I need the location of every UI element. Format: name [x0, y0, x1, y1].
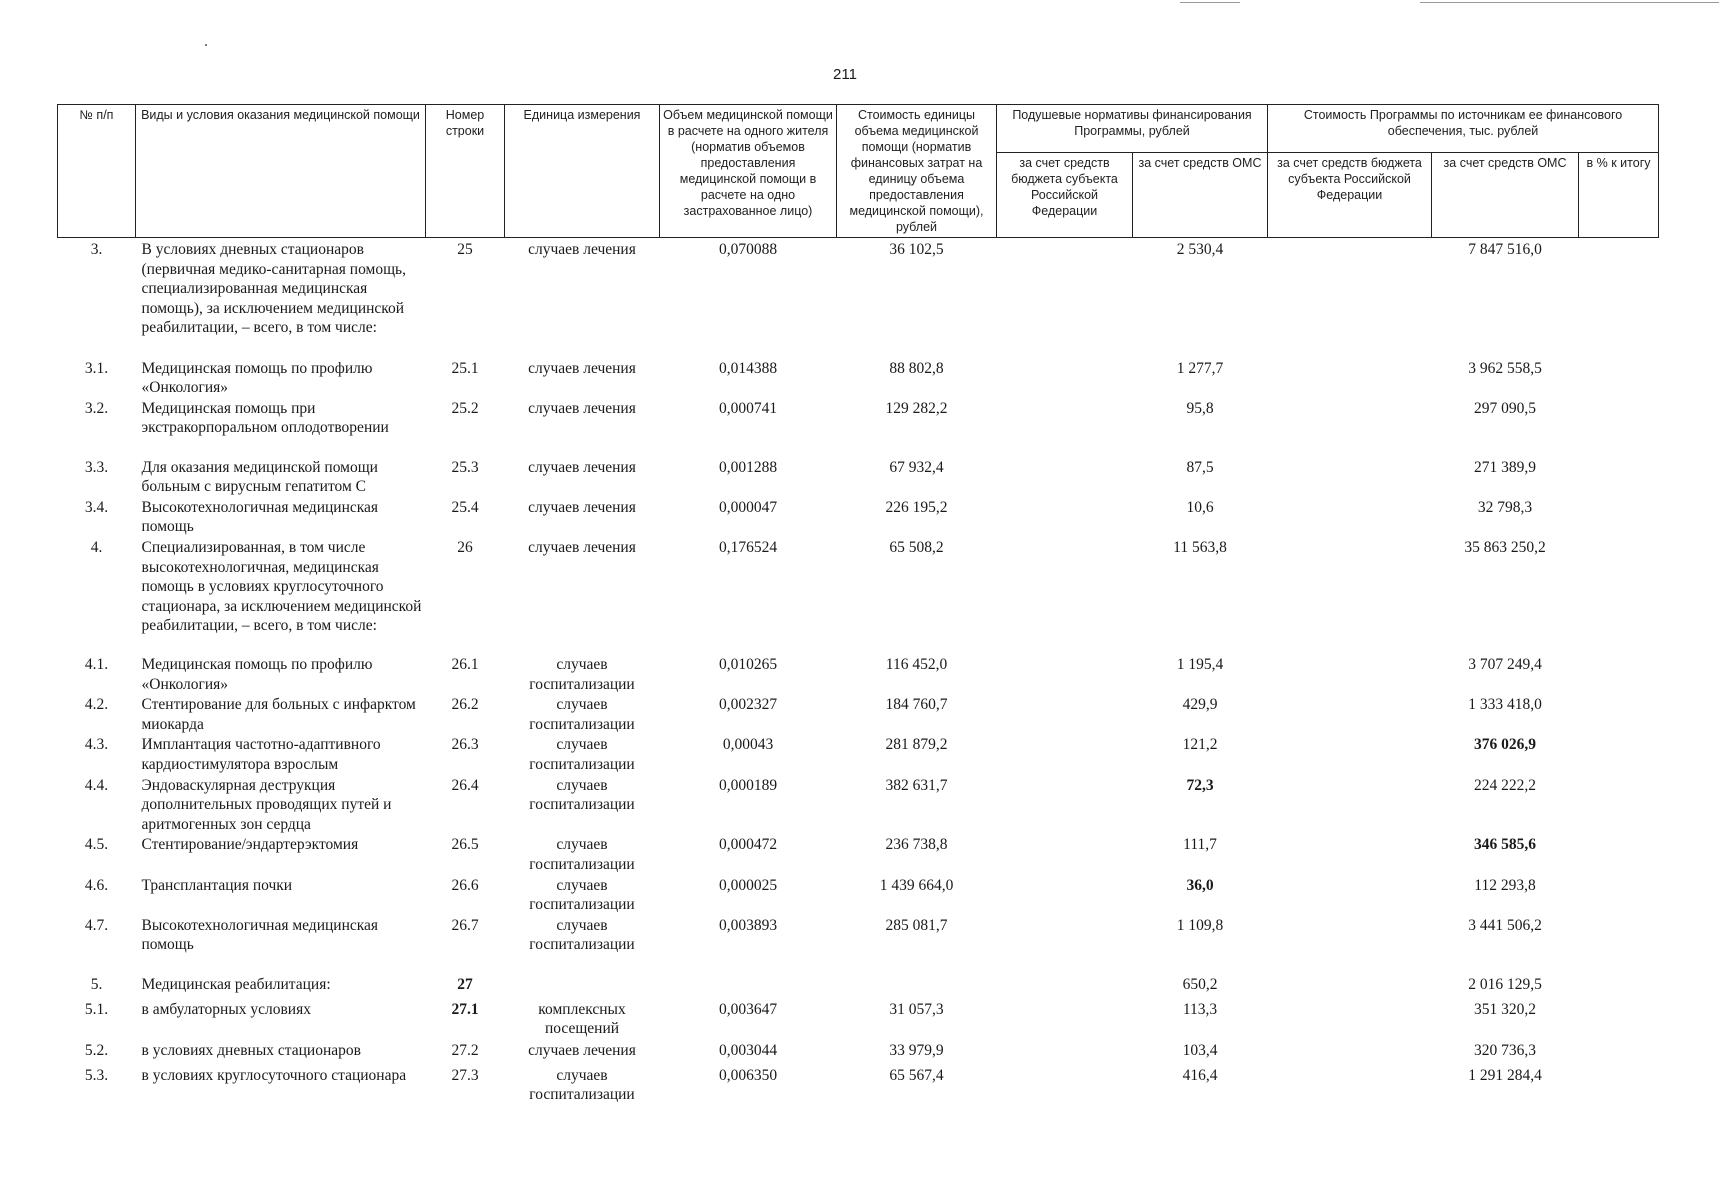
row-total-oms: 3 707 249,4 [1468, 656, 1542, 674]
row-volume: 0,002327 [718, 696, 778, 714]
row-name: Стентирование/эндартерэктомия [141, 836, 359, 854]
row-number: 4.7. [84, 916, 109, 934]
row-unit: случаев лечения [528, 458, 636, 476]
row-per-capita-budget [997, 734, 1133, 774]
row-number: 4.2. [84, 696, 109, 714]
row-number: 3.3. [84, 458, 109, 476]
row-unit-cost: 1 439 664,0 [879, 876, 954, 894]
row-total-oms: 32 798,3 [1477, 498, 1533, 516]
row-line-number: 27.2 [451, 1041, 479, 1059]
row-unit: случаев лечения [528, 539, 636, 557]
row-line-number: 26.7 [451, 916, 479, 934]
row-unit: комплексных посещений [538, 1000, 626, 1038]
row-unit-cost: 382 631,7 [885, 776, 948, 794]
row-volume: 0,000025 [718, 876, 778, 894]
row-per-capita-budget [997, 875, 1133, 915]
row-line-number: 26.4 [451, 776, 479, 794]
row-line-number: 25.2 [451, 399, 479, 417]
row-total-oms: 297 090,5 [1474, 399, 1537, 417]
row-total-budget [1268, 398, 1432, 457]
header-volume: Объем медицинской помощи в расчете на одного жителя (норматив объемов предоставления медицинской помощи в расчете на одно застрахованное лицо) [660, 105, 837, 238]
row-volume: 0,010265 [718, 656, 778, 674]
row-unit-cost: 31 057,3 [889, 1000, 944, 1018]
row-per-capita-oms: 650,2 [1182, 975, 1218, 993]
row-line-number: 26.2 [451, 696, 479, 714]
row-per-capita-budget [997, 358, 1133, 398]
row-per-capita-budget [997, 694, 1133, 734]
row-total-oms: 112 293,8 [1474, 876, 1536, 894]
row-total-oms: 376 026,9 [1474, 736, 1537, 754]
row-name: В условиях дневных стационаров (первичная медико-санитарная помощь, специализированная медицинская помощь), за исключением медицинской реабилитации, – всего, в том числе: [141, 241, 406, 337]
row-unit-cost: 65 508,2 [889, 539, 944, 557]
table-row [58, 915, 1659, 974]
row-total-pct [1579, 537, 1659, 654]
row-volume: 0,014388 [718, 359, 778, 377]
row-total-pct [1579, 358, 1659, 398]
row-number: 4.1. [84, 656, 109, 674]
row-per-capita-budget [997, 1040, 1133, 1065]
table-row [58, 1065, 1659, 1105]
table-row [58, 358, 1659, 398]
row-name: Высокотехнологичная медицинская помощь [141, 498, 379, 536]
row-per-capita-budget [997, 834, 1133, 874]
row-unit-cost: 129 282,2 [885, 399, 948, 417]
row-per-capita-oms: 36,0 [1186, 876, 1214, 894]
row-number: 4.5. [84, 836, 109, 854]
row-name: Высокотехнологичная медицинская помощь [141, 916, 379, 954]
row-total-oms: 3 441 506,2 [1468, 916, 1542, 934]
row-number: 5.3. [84, 1066, 109, 1084]
row-per-capita-oms: 72,3 [1186, 776, 1214, 794]
row-name: Стентирование для больных с инфарктом миокарда [141, 696, 416, 733]
row-number: 3.4. [84, 498, 109, 516]
row-unit-cost: 285 081,7 [885, 916, 948, 934]
row-volume: 0,006350 [718, 1066, 778, 1084]
row-unit-cost: 116 452,0 [885, 656, 948, 674]
row-per-capita-oms: 121,2 [1182, 736, 1218, 754]
row-volume: 0,000741 [718, 399, 778, 417]
row-number: 3.1. [84, 359, 109, 377]
table-row [58, 694, 1659, 734]
row-name: Эндоваскулярная деструкция дополнительных проводящих путей и аритмогенных зон сердца [141, 776, 392, 833]
row-total-budget [1268, 537, 1432, 654]
row-number: 4. [90, 539, 103, 557]
row-number: 4.4. [84, 776, 109, 794]
row-number: 4.3. [84, 736, 109, 754]
row-per-capita-oms: 113,3 [1182, 1000, 1218, 1018]
table-row [58, 734, 1659, 774]
table-row [58, 457, 1659, 497]
row-per-capita-oms: 1 109,8 [1176, 916, 1224, 934]
row-unit [505, 974, 660, 999]
row-total-pct [1579, 775, 1659, 835]
row-total-budget [1268, 734, 1432, 774]
row-name: Для оказания медицинской помощи больным с вирусным гепатитом С [141, 458, 378, 496]
row-number: 5.1. [84, 1000, 109, 1018]
row-volume: 0,003647 [718, 1000, 778, 1018]
row-name: Медицинская помощь при экстракорпоральном оплодотворении [141, 399, 389, 437]
row-total-oms: 7 847 516,0 [1468, 241, 1542, 258]
row-line-number: 26.6 [451, 876, 479, 894]
header-total-budget: за счет средств бюджета субъекта Российской Федерации [1268, 153, 1432, 238]
row-per-capita-oms: 11 563,8 [1173, 539, 1227, 557]
row-line-number: 27.1 [451, 1000, 479, 1018]
row-volume: 0,00043 [722, 736, 774, 754]
row-unit-cost: 236 738,8 [885, 836, 948, 854]
row-per-capita-budget [997, 497, 1133, 537]
row-name: Медицинская помощь по профилю «Онкология» [141, 656, 373, 693]
row-number: 3.2. [84, 399, 109, 417]
row-per-capita-oms: 103,4 [1182, 1041, 1218, 1059]
row-total-pct [1579, 238, 1659, 358]
row-total-oms: 3 962 558,5 [1468, 359, 1542, 377]
row-total-budget [1268, 238, 1432, 358]
row-total-budget [1268, 1065, 1432, 1105]
table-row [58, 775, 1659, 835]
table-header [58, 105, 1659, 238]
row-total-budget [1268, 694, 1432, 734]
table-row [58, 238, 1659, 358]
row-per-capita-budget [997, 1065, 1133, 1105]
financing-table [57, 104, 1659, 1105]
row-per-capita-oms: 10,6 [1186, 498, 1214, 516]
row-unit: случаев госпитализации [529, 1066, 635, 1104]
header-name: Виды и условия оказания медицинской помощи [136, 105, 426, 238]
row-line-number: 25.4 [451, 498, 479, 516]
header-total-oms: за счет средств ОМС [1432, 153, 1579, 238]
row-unit-cost: 33 979,9 [889, 1041, 944, 1059]
row-total-pct [1579, 1065, 1659, 1105]
row-per-capita-budget [997, 238, 1133, 358]
row-total-pct [1579, 497, 1659, 537]
row-line-number: 26 [457, 539, 473, 557]
row-line-number: 27 [457, 975, 473, 993]
row-total-pct [1579, 1040, 1659, 1065]
table-row [58, 398, 1659, 457]
row-unit: случаев госпитализации [529, 776, 635, 814]
row-unit-cost: 281 879,2 [885, 736, 948, 754]
header-total-group: Стоимость Программы по источникам ее финансового обеспечения, тыс. рублей [1268, 105, 1659, 153]
row-total-budget [1268, 974, 1432, 999]
row-total-pct [1579, 915, 1659, 974]
row-volume: 0,000047 [718, 498, 778, 516]
row-total-pct [1579, 734, 1659, 774]
row-total-pct [1579, 694, 1659, 734]
row-per-capita-budget [997, 457, 1133, 497]
table-row [58, 875, 1659, 915]
row-per-capita-oms: 429,9 [1182, 696, 1218, 714]
row-volume: 0,001288 [718, 458, 778, 476]
row-per-capita-oms: 111,7 [1183, 836, 1217, 854]
row-per-capita-budget [997, 775, 1133, 835]
row-line-number: 26.5 [451, 836, 479, 854]
row-total-oms: 35 863 250,2 [1464, 539, 1546, 557]
row-per-capita-oms: 1 195,4 [1176, 656, 1224, 674]
row-line-number: 25.3 [451, 458, 479, 476]
row-per-capita-budget [997, 654, 1133, 694]
header-num: № п/п [58, 105, 136, 238]
header-per-capita-group: Подушевые нормативы финансирования Программы, рублей [997, 105, 1268, 153]
row-unit: случаев лечения [528, 1041, 636, 1059]
table-row [58, 834, 1659, 874]
row-total-pct [1579, 398, 1659, 457]
row-per-capita-oms: 1 277,7 [1176, 359, 1224, 377]
table-row [58, 1040, 1659, 1065]
row-name: Трансплантация почки [141, 876, 293, 894]
row-total-oms: 271 389,9 [1474, 458, 1537, 476]
row-total-budget [1268, 654, 1432, 694]
row-unit-cost: 67 932,4 [889, 458, 944, 476]
row-unit: случаев лечения [528, 399, 636, 417]
row-total-budget [1268, 497, 1432, 537]
row-total-budget [1268, 915, 1432, 974]
header-cost: Стоимость единицы объема медицинской помощи (норматив финансовых затрат на единицу объема предоставления медицинской помощи), рублей [837, 105, 997, 238]
row-total-budget [1268, 457, 1432, 497]
row-per-capita-budget [997, 537, 1133, 654]
row-total-pct [1579, 974, 1659, 999]
row-unit-cost: 65 567,4 [889, 1066, 944, 1084]
row-total-pct [1579, 999, 1659, 1040]
row-total-oms: 2 016 129,5 [1468, 975, 1542, 993]
row-total-oms: 224 222,2 [1474, 776, 1537, 794]
row-name: в амбулаторных условиях [141, 1000, 311, 1018]
row-volume: 0,176524 [718, 539, 778, 557]
row-unit: случаев лечения [528, 359, 636, 377]
row-total-budget [1268, 775, 1432, 835]
row-total-oms: 1 291 284,4 [1468, 1066, 1542, 1084]
table-row [58, 999, 1659, 1040]
row-unit-cost: 88 802,8 [889, 359, 944, 377]
row-unit: случаев лечения [528, 241, 636, 258]
row-name: в условиях круглосуточного стационара [141, 1066, 407, 1084]
row-line-number: 26.3 [451, 736, 479, 754]
row-per-capita-oms: 87,5 [1186, 458, 1214, 476]
row-unit: случаев лечения [528, 498, 636, 516]
table-row [58, 537, 1659, 654]
row-line-number: 27.3 [451, 1066, 479, 1084]
row-total-budget [1268, 875, 1432, 915]
table-body [58, 238, 1659, 1105]
header-total-pct: в % к итогу [1579, 153, 1659, 238]
row-per-capita-budget [997, 974, 1133, 999]
row-per-capita-oms: 95,8 [1186, 399, 1214, 417]
row-total-pct [1579, 654, 1659, 694]
row-total-budget [1268, 834, 1432, 874]
page-number: 211 [833, 66, 857, 83]
row-total-budget [1268, 358, 1432, 398]
row-name: в условиях дневных стационаров [141, 1041, 361, 1059]
row-unit-cost [837, 974, 997, 999]
row-name: Специализированная, в том числе высокотехнологичная, медицинская помощь в условиях круглосуточного стационара, за исключением медицинской реабилитации, – всего, в том числе: [141, 539, 422, 635]
row-unit: случаев госпитализации [529, 916, 635, 954]
row-volume: 0,070088 [718, 241, 778, 258]
header-unit: Единица измерения [505, 105, 660, 238]
row-unit: случаев госпитализации [529, 656, 635, 693]
row-unit: случаев госпитализации [529, 736, 635, 774]
row-line-number: 25.1 [451, 359, 479, 377]
header-per-capita-oms: за счет средств ОМС [1133, 153, 1268, 238]
table-row [58, 654, 1659, 694]
header-per-capita-budget: за счет средств бюджета субъекта Российской Федерации [997, 153, 1133, 238]
row-total-oms: 351 320,2 [1474, 1000, 1537, 1018]
row-unit: случаев госпитализации [529, 876, 635, 914]
row-total-pct [1579, 457, 1659, 497]
row-total-oms: 1 333 418,0 [1468, 696, 1542, 714]
row-total-budget [1268, 999, 1432, 1040]
row-total-pct [1579, 834, 1659, 874]
row-unit-cost: 184 760,7 [885, 696, 948, 714]
row-unit: случаев госпитализации [529, 696, 635, 733]
table-row [58, 974, 1659, 999]
row-total-oms: 346 585,6 [1474, 836, 1537, 854]
scan-speck [205, 44, 207, 46]
row-unit-cost: 36 102,5 [889, 241, 944, 258]
row-per-capita-budget [997, 915, 1133, 974]
row-volume: 0,000472 [718, 836, 778, 854]
row-name: Медицинская помощь по профилю «Онкология» [141, 359, 373, 397]
row-volume: 0,003044 [718, 1041, 778, 1059]
row-total-pct [1579, 875, 1659, 915]
row-number: 5. [90, 975, 103, 993]
row-number: 4.6. [84, 876, 109, 894]
row-per-capita-oms: 416,4 [1182, 1066, 1218, 1084]
table-row [58, 497, 1659, 537]
row-line-number: 25 [457, 241, 473, 258]
row-unit: случаев госпитализации [529, 836, 635, 873]
scan-edge-line [1180, 2, 1240, 3]
row-name: Имплантация частотно-адаптивного кардиостимулятора взрослым [141, 736, 381, 774]
row-total-oms: 320 736,3 [1474, 1041, 1537, 1059]
row-per-capita-oms: 2 530,4 [1176, 241, 1224, 258]
row-volume: 0,000189 [718, 776, 778, 794]
row-line-number: 26.1 [451, 656, 479, 674]
row-number: 3. [90, 241, 103, 258]
row-volume: 0,003893 [718, 916, 778, 934]
row-unit-cost: 226 195,2 [885, 498, 948, 516]
row-per-capita-budget [997, 398, 1133, 457]
scan-edge-line [1420, 2, 1719, 3]
header-line: Номер строки [426, 105, 505, 238]
row-per-capita-budget [997, 999, 1133, 1040]
row-number: 5.2. [84, 1041, 109, 1059]
row-total-budget [1268, 1040, 1432, 1065]
row-volume [660, 974, 837, 999]
row-name: Медицинская реабилитация: [141, 975, 331, 993]
